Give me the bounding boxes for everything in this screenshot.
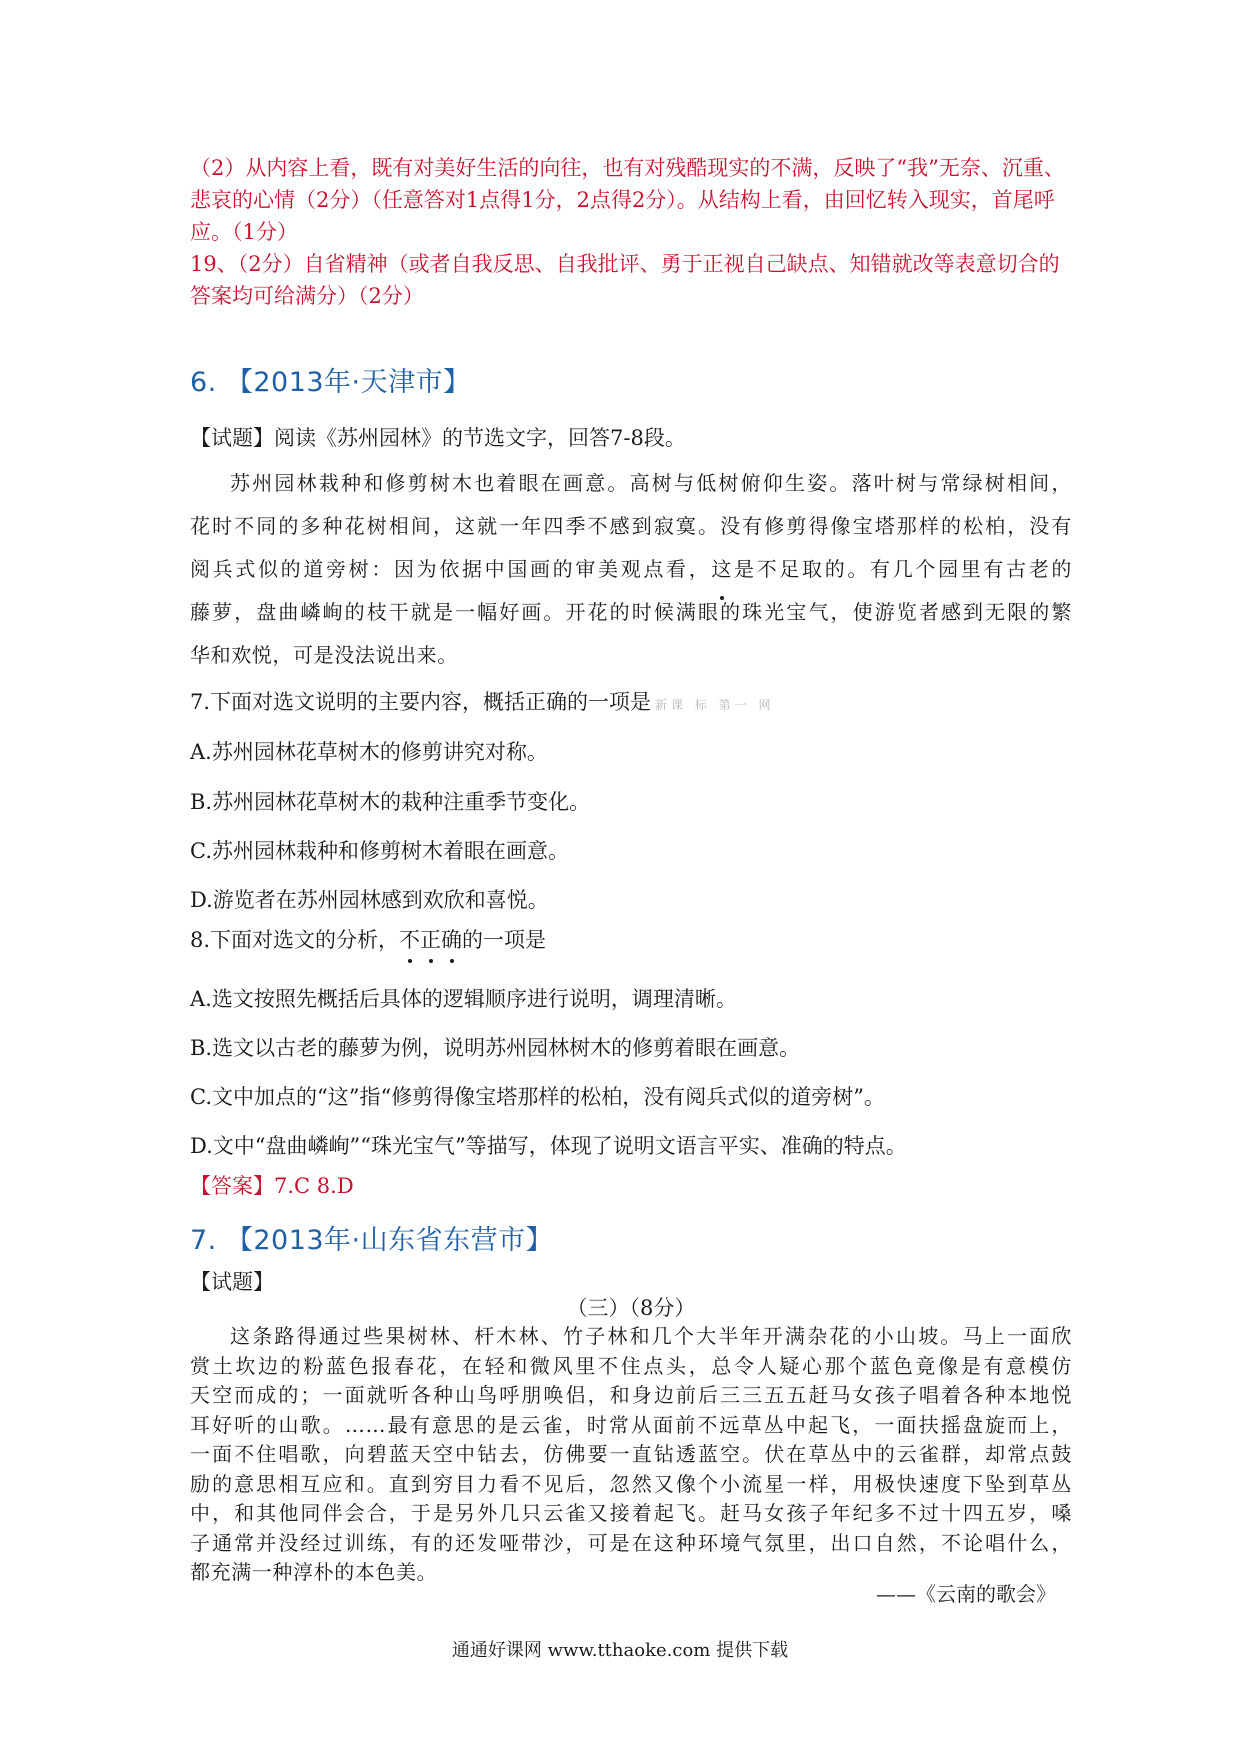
answer-paragraph-2: （2）从内容上看，既有对美好生活的向往，也有对残酷现实的不满，反映了“我”无奈、沉重、悲哀的心情（2分）（任意答对1点得1分，2点得2分）。从结构上看，由回忆转入现实，首尾呼应。（1分） xyxy=(190,156,1065,244)
section-6-prompt: 【试题】阅读《苏州园林》的节选文字，回答7-8段。 xyxy=(190,426,686,450)
passage-line: 都充满一种淳朴的本色美。 xyxy=(190,1560,438,1584)
passage-line: 华和欢悦，可是没法说出来。 xyxy=(190,643,458,667)
passage-line: 这条路得通过些果树林、杆木林、竹子林和几个大半年开满杂花的小山坡。马上一面欣 xyxy=(230,1324,1072,1348)
question-8-stem: 8.下面对选文的分析，不正确的一项是 xyxy=(190,924,546,954)
section-6-passage xyxy=(190,462,1072,677)
section-6-answer: 【答案】7.C 8.D xyxy=(190,1174,354,1198)
question-8-option-c: C.文中加点的“这”指“修剪得像宝塔那样的松柏，没有阅兵式似的道旁树”。 xyxy=(190,1085,885,1109)
section-7-heading: 7. 【2013年·山东省东营市】 xyxy=(190,1225,554,1256)
passage-line: 中，和其他同伴会合，于是另外几只云雀又接着起飞。赶马女孩子年纪多不过十四五岁，嗓 xyxy=(190,1501,1072,1525)
answer-paragraph-19: 19、（2分）自省精神（或者自我反思、自我批评、勇于正视自己缺点、知错就改等表意切合的答案均可给满分）（2分） xyxy=(190,252,1060,308)
dotted-char: 确 xyxy=(441,924,462,954)
page-footer: 通通好课网 www.tthaoke.com 提供下载 xyxy=(451,1640,789,1661)
passage-line: 子通常并没经过训练，有的还发哑带沙，可是在这种环境气氛里，出口自然，不论唱什么， xyxy=(190,1530,1072,1555)
dotted-char: 不 xyxy=(399,924,420,954)
watermark-text: 新课 标 第一 网 xyxy=(655,698,775,712)
passage-line: 一面不住唱歌，向碧蓝天空中钻去，仿佛要一直钻透蓝空。伏在草丛中的云雀群，却常点鼓 xyxy=(190,1442,1072,1466)
dotted-char: 正 xyxy=(420,924,441,954)
passage-line: 阅兵式似的道旁树：因为依据中国画的审美观点看，这是不足取的。有几个园里有古老的 xyxy=(190,548,1072,591)
passage-line: 赏土坎边的粉蓝色报春花，在轻和微风里不住点头，总令人疑心那个蓝色竟像是有意模仿 xyxy=(190,1353,1072,1378)
section-7-prompt: 【试题】 xyxy=(190,1270,274,1294)
passage-line: 花时不同的多种花树相间，这就一年四季不感到寂寞。没有修剪得像宝塔那样的松柏，没有 xyxy=(190,514,1072,538)
passage-line: 天空而成的；一面就听各种山鸟呼朋唤侣，和身边前后三三五五赶马女孩子唱着各种本地悦 xyxy=(190,1383,1072,1407)
question-8-option-b: B.选文以古老的藤萝为例，说明苏州园林树木的修剪着眼在画意。 xyxy=(190,1036,801,1060)
question-8-option-d: D.文中“盘曲嶙峋”“珠光宝气”等描写，体现了说明文语言平实、准确的特点。 xyxy=(190,1134,907,1158)
question-7-stem: 7.下面对选文说明的主要内容，概括正确的一项是 新课 标 第一 网 xyxy=(190,690,775,714)
passage-line: 藤萝，盘曲嶙峋的枝干就是一幅好画。开花的时候满眼的珠光宝气，使游览者感到无限的繁 xyxy=(190,600,1072,624)
dotted-char-zhe: 这 xyxy=(711,548,732,591)
section-6-heading: 6. 【2013年·天津市】 xyxy=(190,367,471,398)
question-8-option-a: A.选文按照先概括后具体的逻辑顺序进行说明，调理清晰。 xyxy=(190,987,737,1011)
question-7-option-c: C.苏州园林栽种和修剪树木着眼在画意。 xyxy=(190,839,569,863)
section-7-subtitle: （三）（8分） xyxy=(566,1296,696,1320)
passage-source: ——《云南的歌会》 xyxy=(876,1582,1056,1606)
question-7-option-d: D.游览者在苏州园林感到欢欣和喜悦。 xyxy=(190,888,549,912)
section-7-passage xyxy=(190,1322,1072,1588)
question-7-option-b: B.苏州园林花草树木的栽种注重季节变化。 xyxy=(190,790,591,814)
passage-line: 励的意思相互应和。直到穷目力看不见后，忽然又像个小流星一样，用极快速度下坠到草丛 xyxy=(190,1471,1072,1496)
question-7-option-a: A.苏州园林花草树木的修剪讲究对称。 xyxy=(190,740,548,764)
passage-line: 耳好听的山歌。……最有意思的是云雀，时常从面前不远草丛中起飞，一面扶摇盘旋而上， xyxy=(190,1412,1072,1437)
passage-line: 苏州园林栽种和修剪树木也着眼在画意。高树与低树俯仰生姿。落叶树与常绿树相间， xyxy=(230,471,1072,495)
